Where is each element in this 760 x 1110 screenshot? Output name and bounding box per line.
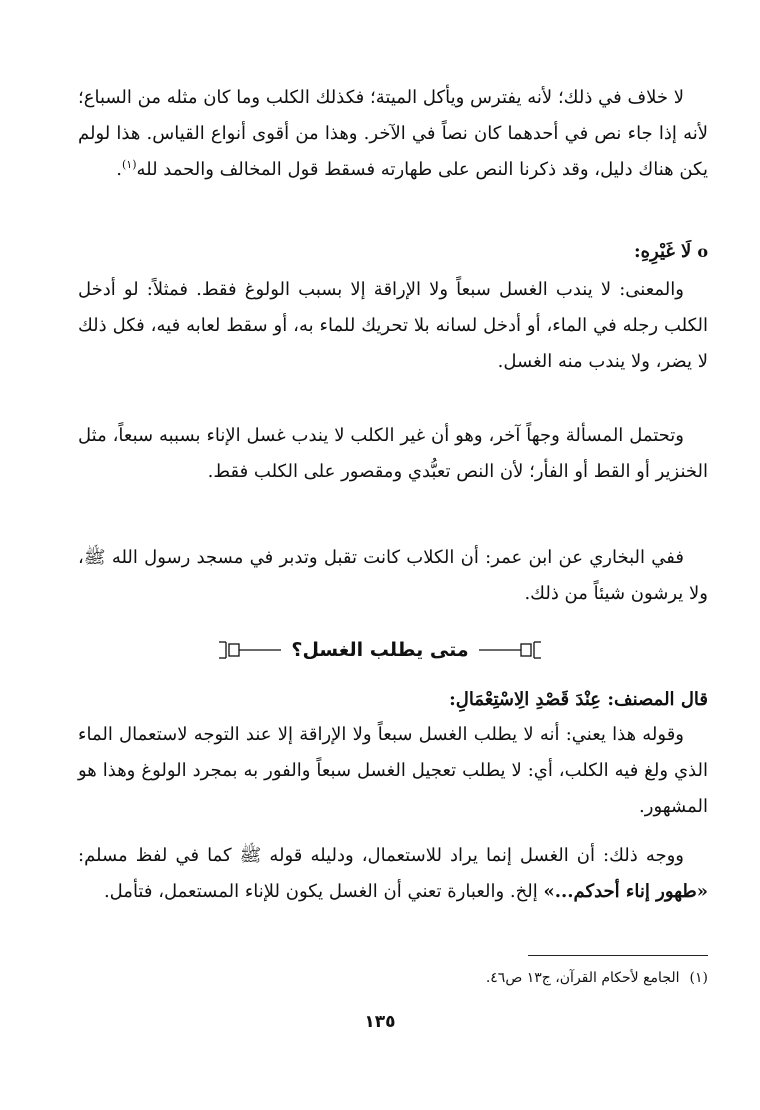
footnote-number: (١) — [689, 970, 708, 986]
matn-heading-1 — [78, 234, 708, 270]
page-number: ١٣٥ — [364, 1012, 396, 1032]
matn-heading-2-text: عِنْدَ قَصْدِ الِاسْتِعْمَالِ: — [449, 689, 602, 710]
footnote-text: الجامع لأحكام القرآن، ج١٣ ص٤٦. — [485, 970, 680, 986]
paragraph-4: ففي البخاري عن ابن عمر: أن الكلاب كانت تقبل وتدبر في مسجد رسول الله ﷺ، ولا يرشون شيئاً من ذلك. — [78, 547, 708, 604]
footnote-reference: (١) — [121, 158, 137, 171]
matn-heading-1-text: لَا غَيْرِهِ: — [633, 241, 692, 262]
paragraph-6-text-a: ووجه ذلك: أن الغسل إنما يراد للاستعمال، ودليله قوله ﷺ كما في لفظ مسلم: — [78, 845, 684, 866]
footnote-separator — [528, 955, 708, 956]
author-label: قال المصنف: — [607, 689, 708, 710]
ornament-left-icon — [211, 640, 281, 660]
paragraph-3: وتحتمل المسألة وجهاً آخر، وهو أن غير الكلب لا يندب غسل الإناء بسببه سبعاً، مثل الخنزير أو القط أو الفأر؛ لأن النص تعبُّدي ومقصور على الكلب فقط. — [78, 425, 708, 482]
paragraph-6-text-b: إلخ. والعبارة تعني أن الغسل يكون للإناء المستعمل، فتأمل. — [103, 881, 544, 902]
paragraph-6 — [78, 838, 708, 910]
footnote — [300, 966, 708, 990]
paragraph-1-end: . — [116, 159, 122, 180]
matn-heading-2 — [78, 682, 708, 718]
hadith-quote: «طهور إناء أحدكم...» — [543, 881, 708, 902]
paragraph-1 — [78, 80, 708, 188]
ornament-right-icon — [479, 640, 549, 660]
paragraph-5: وقوله هذا يعني: أنه لا يطلب الغسل سبعاً ولا الإراقة إلا عند التوجه لاستعمال الماء الذي ولغ فيه الكلب، أي: لا يطلب تعجيل الغسل سبعاً والفور به بمجرد الولوغ وهذا هو المشهور. — [78, 724, 708, 817]
section-title-text: متى يطلب الغسل؟ — [291, 639, 469, 661]
paragraph-1-text: لا خلاف في ذلك؛ لأنه يفترس ويأكل الميتة؛ فكذلك الكلب وما كان مثله من السباع؛ لأنه إذا جاء نص في أحدهما كان نصاً في الآخر. وهذا من أقوى أنواع القياس. هذا لولم يكن هناك دليل، وقد ذكرنا النص على طهارته فسقط قول المخالف والحمد لله — [78, 87, 708, 180]
section-title — [0, 632, 760, 668]
ring-marker-icon: o — [697, 242, 708, 261]
paragraph-2: والمعنى: لا يندب الغسل سبعاً ولا الإراقة إلا بسبب الولوغ فقط. فمثلاً: لو أدخل الكلب رجله في الماء، أو أدخل لسانه بلا تحريك للماء به، أو سقط لعابه فيه، فكل ذلك لا يضر، ولا يندب منه الغسل. — [78, 279, 708, 372]
